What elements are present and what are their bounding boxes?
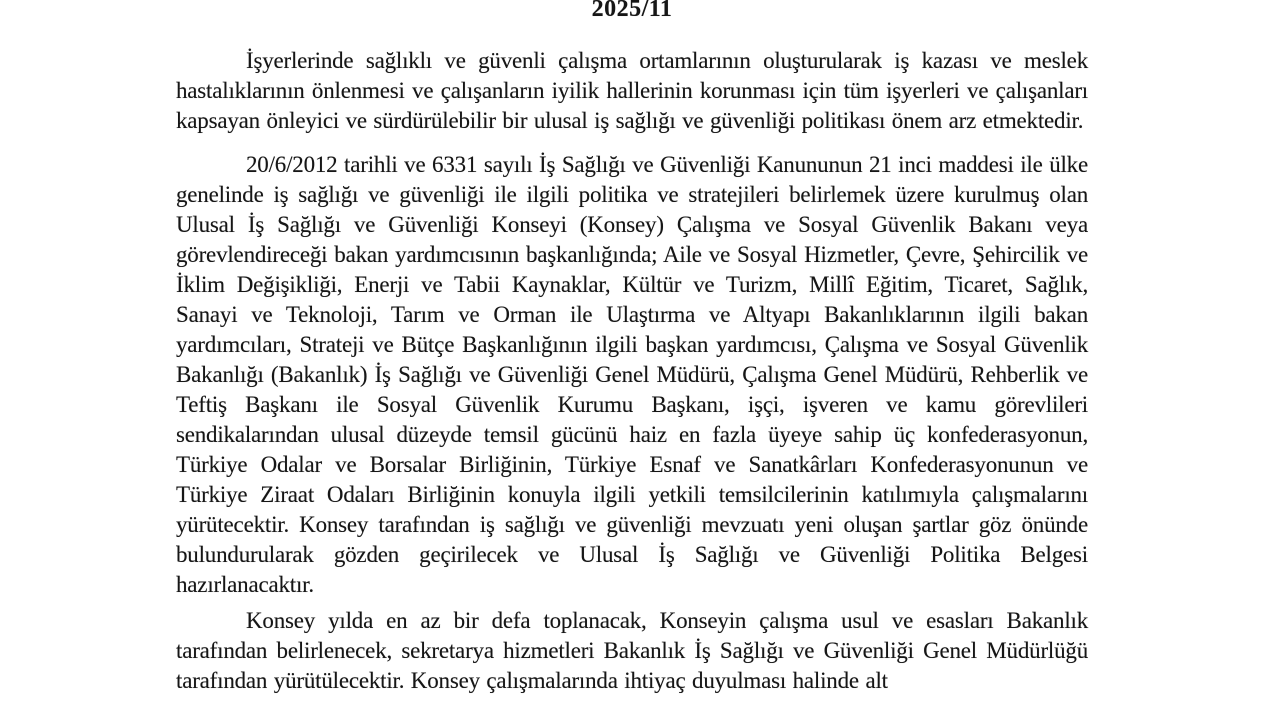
paragraph-3: Konsey yılda en az bir defa toplanacak, Konseyin çalışma usul ve esasları Bakanlık tarafından belirlenecek, sekretarya hizmetleri Bakanlık İş Sağlığı ve Güvenliği Genel Müdürlüğü tarafından yürütülecektir. Konsey çalışmalarında ihtiyaç duyulması halinde alt	[176, 608, 1088, 693]
circular-number: 2025/11	[591, 0, 673, 22]
paragraph-2: 20/6/2012 tarihli ve 6331 sayılı İş Sağlığı ve Güvenliği Kanununun 21 inci maddesi ile ülke genelinde iş sağlığı ve güvenliği ile ilgili politika ve stratejileri belirlemek üzere kurulmuş olan Ulusal İş Sağlığı ve Güvenliği Konseyi (Konsey) Çalışma ve Sosyal Güvenlik Bakanı veya görevlendireceği bakan yardımcısının başkanlığında; Aile ve Sosyal Hizmetler, Çevre, Şehircilik ve İklim Değişikliği, Enerji ve Tabii Kaynaklar, Kültür ve Turizm, Millî Eğitim, Ticaret, Sağlık, Sanayi ve Teknoloji, Tarım ve Orman ile Ulaştırma ve Altyapı Bakanlıklarının ilgili bakan yardımcıları, Strateji ve Bütçe Başkanlığının ilgili başkan yardımcısı, Çalışma ve Sosyal Güvenlik Bakanlığı (Bakanlık) İş Sağlığı ve Güvenliği Genel Müdürü, Çalışma Genel Müdürü, Rehberlik ve Teftiş Başkanı ile Sosyal Güvenlik Kurumu Başkanı, işçi, işveren ve kamu görevlileri sendikalarından ulusal düzeyde temsil gücünü haiz en fazla üyeye sahip üç konfederasyonun, Türkiye Odalar ve Borsalar Birliğinin, Türkiye Esnaf ve Sanatkârları Konfederasyonunun ve Türkiye Ziraat Odaları Birliğinin konuyla ilgili yetkili temsilcilerinin katılımıyla çalışmalarını yürütecektir. Konsey tarafından iş sağlığı ve güvenliği mevzuatı yeni oluşan şartlar göz önünde bulundurularak gözden geçirilecek ve Ulusal İş Sağlığı ve Güvenliği Politika Belgesi hazırlanacaktır.	[176, 152, 1088, 597]
document-page	[176, 0, 1088, 696]
paragraph-1: İşyerlerinde sağlıklı ve güvenli çalışma ortamlarının oluşturularak iş kazası ve meslek hastalıklarının önlenmesi ve çalışanların iyilik hallerinin korunması için tüm işyerleri ve çalışanları kapsayan önleyici ve sürdürülebilir bir ulusal iş sağlığı ve güvenliği politikası önem arz etmektedir.	[176, 48, 1088, 133]
